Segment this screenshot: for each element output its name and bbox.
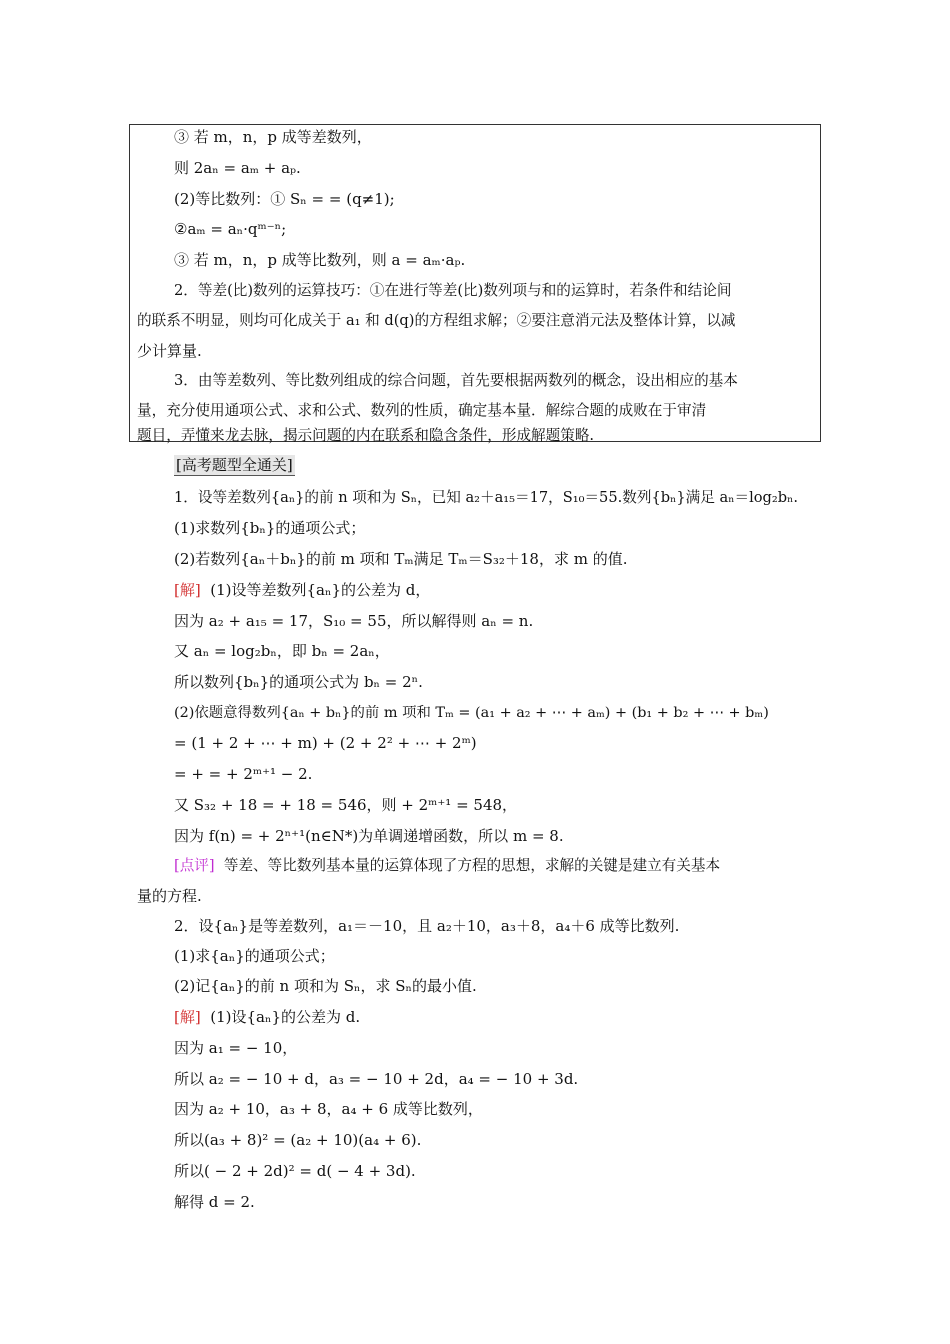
- solution-line: 因为 f(n) = + 2ⁿ⁺¹(n∈N*)为单调递增函数，所以 m = 8.: [174, 827, 564, 845]
- summary-line: ③ 若 m，n，p 成等差数列，: [174, 128, 372, 146]
- summary-line: ②aₘ = aₙ·qᵐ⁻ⁿ;: [174, 220, 287, 238]
- solution-line: 所以( − 2 + 2d)² = d( − 4 + 3d).: [174, 1162, 416, 1180]
- solution-text: (1)设{aₙ}的公差为 d.: [210, 1008, 361, 1026]
- problem2-solution-first-line: [174, 1007, 360, 1027]
- problem1-solution-first-line: [174, 580, 430, 600]
- solution-line: = + = + 2ᵐ⁺¹ − 2.: [174, 765, 313, 783]
- summary-line: 题目，弄懂来龙去脉，揭示问题的内在联系和隐含条件，形成解题策略.: [137, 427, 595, 444]
- solution-line: 所以数列{bₙ}的通项公式为 bₙ = 2ⁿ.: [174, 673, 423, 691]
- solution-text: (1)设等差数列{aₙ}的公差为 d，: [210, 581, 431, 599]
- summary-line: 量，充分使用通项公式、求和公式、数列的性质，确定基本量．解综合题的成败在于审清: [137, 402, 707, 419]
- summary-line: (2)等比数列：① Sₙ = = (q≠1);: [174, 190, 395, 208]
- solution-tag: [解]: [174, 581, 201, 599]
- comment-first-line: [174, 856, 720, 876]
- solution-line: 解得 d = 2.: [174, 1193, 255, 1211]
- solution-tag: [解]: [174, 1008, 201, 1026]
- solution-line: 因为 a₂ + a₁₅ = 17，S₁₀ = 55，所以解得则 aₙ = n.: [174, 612, 534, 630]
- summary-line: 3．由等差数列、等比数列组成的综合问题，首先要根据两数列的概念，设出相应的基本: [174, 372, 738, 389]
- solution-line: (2)依题意得数列{aₙ + bₙ}的前 m 项和 Tₘ = (a₁ + a₂ + ⋯ + aₘ) + (b₁ + b₂ + ⋯ + bₘ): [174, 705, 769, 721]
- problem1-statement: 1．设等差数列{aₙ}的前 n 项和为 Sₙ，已知 a₂＋a₁₅＝17，S₁₀＝55.数列{bₙ}满足 aₙ＝log₂bₙ.: [174, 489, 799, 506]
- comment-second-line: 量的方程.: [137, 887, 202, 905]
- problem1-question-2: (2)若数列{aₙ＋bₙ}的前 m 项和 Tₘ满足 Tₘ＝S₃₂＋18，求 m 的值.: [174, 550, 628, 568]
- summary-line: 2．等差(比)数列的运算技巧：①在进行等差(比)数列项与和的运算时，若条件和结论间: [174, 282, 732, 299]
- section-tag: [高考题型全通关]: [176, 456, 293, 474]
- solution-line: 所以(a₃ + 8)² = (a₂ + 10)(a₄ + 6).: [174, 1131, 422, 1149]
- solution-line: 因为 a₂ + 10，a₃ + 8，a₄ + 6 成等比数列，: [174, 1100, 483, 1118]
- solution-line: 所以 a₂ = − 10 + d，a₃ = − 10 + 2d，a₄ = − 10 + 3d.: [174, 1070, 579, 1088]
- comment-tag: [点评]: [174, 857, 215, 874]
- problem2-question-1: (1)求{aₙ}的通项公式；: [174, 947, 335, 965]
- problem2-question-2: (2)记{aₙ}的前 n 项和为 Sₙ，求 Sₙ的最小值.: [174, 977, 477, 995]
- summary-line: ③ 若 m，n，p 成等比数列，则 a = aₘ·aₚ.: [174, 251, 466, 269]
- solution-line: 因为 a₁ = − 10，: [174, 1039, 298, 1057]
- solution-line: = (1 + 2 + ⋯ + m) + (2 + 2² + ⋯ + 2ᵐ): [174, 734, 477, 752]
- solution-line: 又 aₙ = log₂bₙ，即 bₙ = 2aₙ，: [174, 642, 390, 660]
- summary-line: 的联系不明显，则均可化成关于 a₁ 和 d(q)的方程组求解；②要注意消元法及整体计算，以减: [137, 312, 736, 329]
- problem1-question-1: (1)求数列{bₙ}的通项公式；: [174, 519, 366, 537]
- problem2-statement: 2．设{aₙ}是等差数列，a₁＝－10，且 a₂＋10，a₃＋8，a₄＋6 成等比数列.: [174, 917, 680, 935]
- comment-text: 等差、等比数列基本量的运算体现了方程的思想，求解的关键是建立有关基本: [223, 857, 721, 874]
- solution-line: 又 S₃₂ + 18 = + 18 = 546，则 + 2ᵐ⁺¹ = 548，: [174, 796, 518, 814]
- summary-line: 少计算量.: [137, 342, 202, 360]
- summary-line: 则 2aₙ = aₘ + aₚ.: [174, 159, 301, 177]
